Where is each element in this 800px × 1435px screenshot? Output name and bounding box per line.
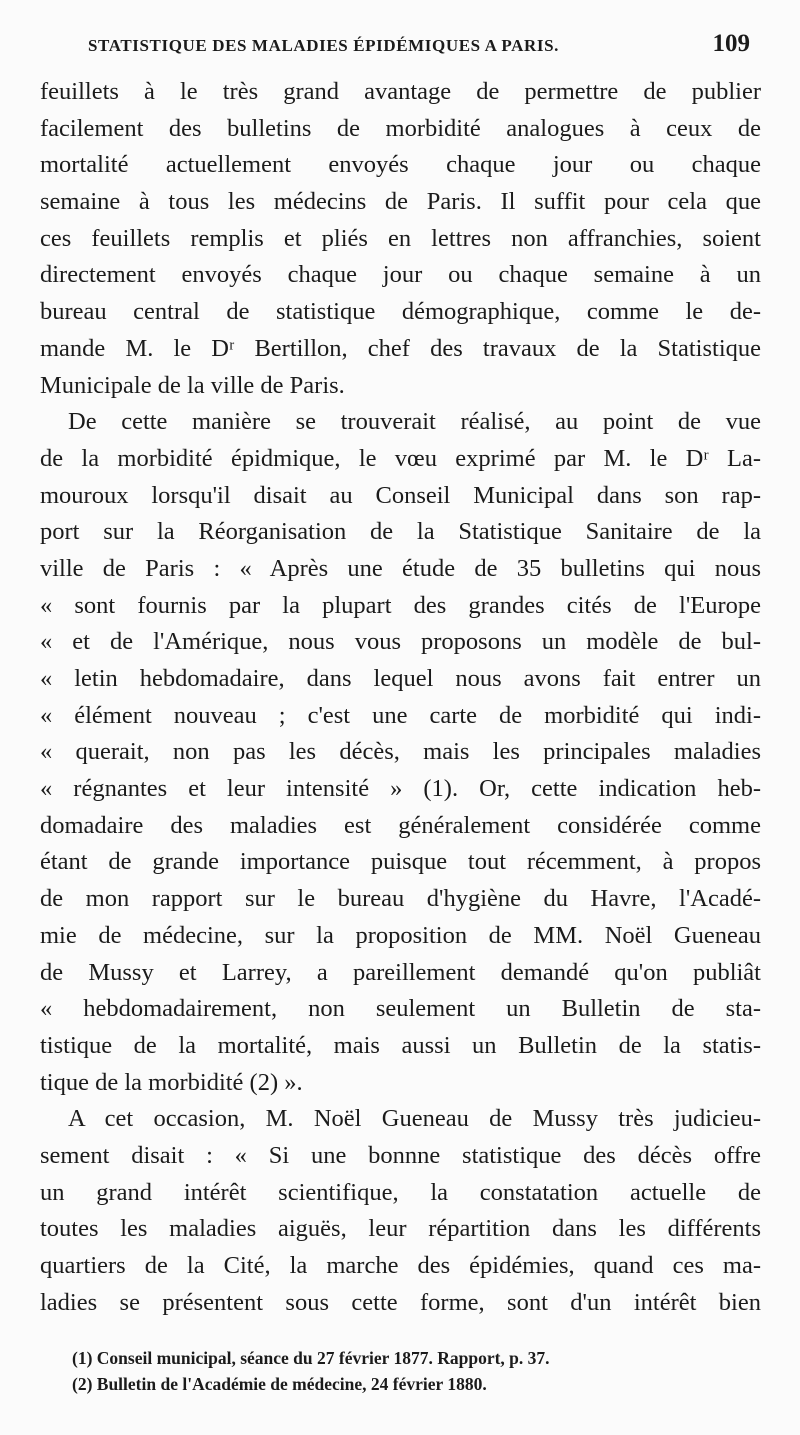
- text-line: A cet occasion, M. Noël Gueneau de Mussy très judicieu-: [68, 1105, 761, 1133]
- text-line: « querait, non pas les décès, mais les principales maladies: [40, 738, 761, 766]
- text-line: semaine à tous les médecins de Paris. Il suffit pour cela que: [40, 188, 761, 216]
- running-head: [40, 32, 758, 64]
- text-line: « letin hebdomadaire, dans lequel nous avons fait entrer un: [40, 665, 761, 692]
- text-line: mouroux lorsqu'il disait au Conseil Municipal dans son rap-: [40, 481, 761, 509]
- footnotes: [72, 1345, 752, 1397]
- body-text: [40, 74, 761, 1321]
- text-line: quartiers de la Cité, la marche des épidémies, quand ces ma-: [40, 1252, 761, 1279]
- text-line: de la morbidité épidmique, le vœu exprimé par M. le Dʳ La-: [40, 444, 761, 472]
- text-line: ces feuillets remplis et pliés en lettres non affranchies, soient: [40, 224, 761, 252]
- text-line: tique de la morbidité (2) ».: [40, 1068, 303, 1096]
- text-line: de Mussy et Larrey, a pareillement demandé qu'on publiât: [40, 958, 761, 986]
- text-line: mande M. le Dʳ Bertillon, chef des travaux de la Statistique: [40, 334, 761, 362]
- text-line: mortalité actuellement envoyés chaque jour ou chaque: [40, 151, 761, 179]
- running-title: STATISTIQUE DES MALADIES ÉPIDÉMIQUES A PARIS.: [88, 36, 560, 55]
- text-line: « hebdomadairement, non seulement un Bulletin de sta-: [40, 995, 761, 1023]
- text-line: sement disait : « Si une bonnne statistique des décès offre: [40, 1141, 761, 1169]
- text-line: bureau central de statistique démographique, comme le de-: [40, 298, 761, 326]
- text-line: « et de l'Amérique, nous vous proposons un modèle de bul-: [40, 628, 761, 656]
- text-line: Municipale de la ville de Paris.: [40, 371, 345, 399]
- page-number: 109: [712, 30, 750, 57]
- text-line: « régnantes et leur intensité » (1). Or, cette indication heb-: [40, 775, 761, 803]
- text-line: « élément nouveau ; c'est une carte de morbidité qui indi-: [40, 701, 761, 729]
- text-line: feuillets à le très grand avantage de permettre de publier: [40, 78, 761, 105]
- text-line: de mon rapport sur le bureau d'hygiène du Havre, l'Acadé-: [40, 885, 761, 913]
- text-line: toutes les maladies aiguës, leur répartition dans les différents: [40, 1215, 761, 1243]
- text-line: De cette manière se trouverait réalisé, au point de vue: [68, 408, 761, 436]
- footnote: (2) Bulletin de l'Académie de médecine, 24 février 1880.: [72, 1374, 487, 1394]
- text-line: étant de grande importance puisque tout récemment, à propos: [40, 848, 761, 876]
- text-line: ladies se présentent sous cette forme, sont d'un intérêt bien: [40, 1288, 761, 1316]
- text-line: ville de Paris : « Après une étude de 35 bulletins qui nous: [40, 554, 761, 582]
- text-line: port sur la Réorganisation de la Statistique Sanitaire de la: [40, 518, 761, 546]
- text-line: « sont fournis par la plupart des grandes cités de l'Europe: [40, 591, 761, 619]
- text-line: domadaire des maladies est généralement considérée comme: [40, 811, 761, 839]
- text-line: directement envoyés chaque jour ou chaque semaine à un: [40, 261, 761, 289]
- text-line: tistique de la mortalité, mais aussi un Bulletin de la statis-: [40, 1031, 761, 1059]
- text-line: mie de médecine, sur la proposition de MM. Noël Gueneau: [40, 921, 761, 949]
- text-line: facilement des bulletins de morbidité analogues à ceux de: [40, 114, 761, 142]
- footnote: (1) Conseil municipal, séance du 27 février 1877. Rapport, p. 37.: [72, 1348, 550, 1368]
- text-line: un grand intérêt scientifique, la constatation actuelle de: [40, 1178, 761, 1206]
